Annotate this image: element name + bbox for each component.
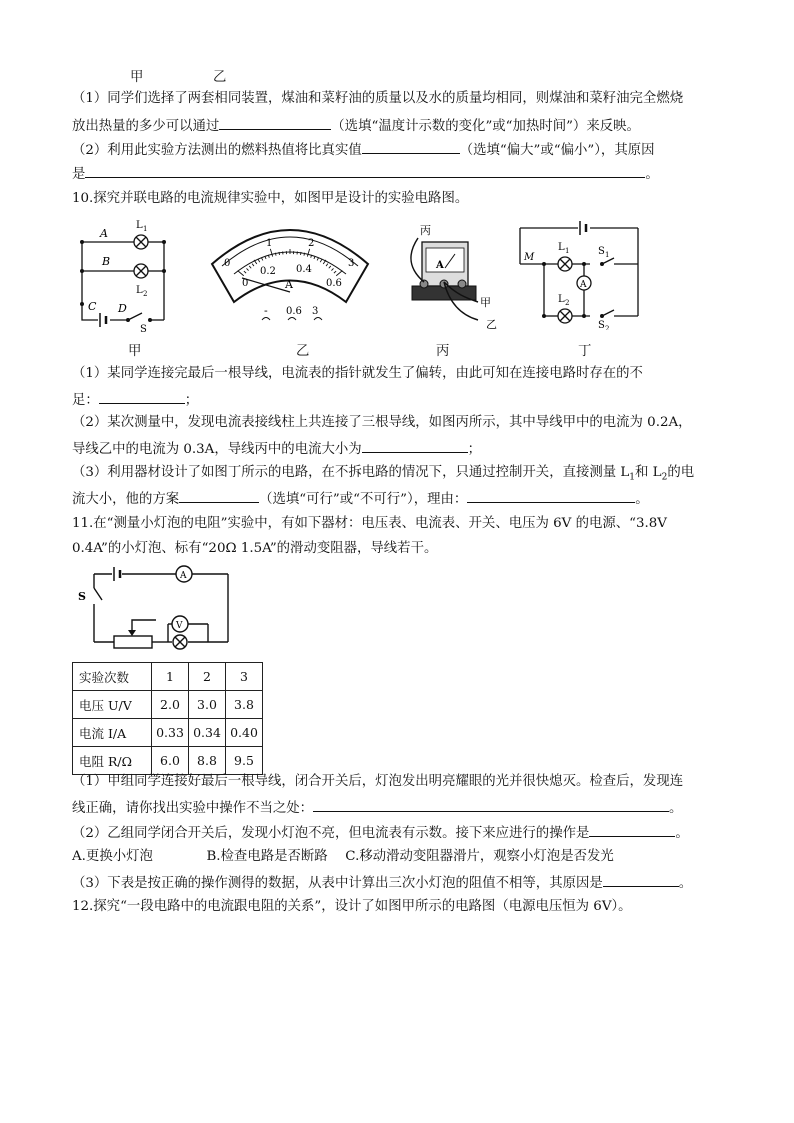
point-a-label: A <box>100 227 108 240</box>
q9-part1-line2: 放出热量的多少可以通过 （选填“温度计示数的变化”或“加热时间”）来反映。 <box>72 115 640 137</box>
measurement-table <box>72 662 263 775</box>
svg-text:1: 1 <box>565 247 570 255</box>
q10-stem: 10.探究并联电路的电流规律实验中，如图甲是设计的实验电路图。 <box>72 191 469 206</box>
q9-part2-line1: （2）利用此实验方法测出的燃料热值将比真实值 （选填“偏大”或“偏小”），其原因 <box>72 139 655 161</box>
top-scale-1: 1 <box>266 238 273 249</box>
table-row: 实验次数 1 2 3 <box>73 663 263 691</box>
caption-jia: 甲 <box>128 344 142 359</box>
bottom-scale-0: 0 <box>242 278 249 289</box>
q11-part1-line2: 线正确，请你找出实验中操作不当之处： 。 <box>72 797 682 819</box>
bottom-scale-06: 0.6 <box>326 278 342 289</box>
dial-tick <box>301 252 302 255</box>
answer-blank[interactable] <box>179 488 259 503</box>
lamp-l1-label: L <box>558 242 565 253</box>
top-scale-3: 3 <box>348 258 355 269</box>
table-row: 电流 I/A 0.33 0.34 0.40 <box>73 719 263 747</box>
answer-blank[interactable] <box>313 797 669 812</box>
wire-jia-label: 甲 <box>480 296 491 309</box>
lamp-l2-label: L <box>558 294 565 305</box>
svg-text:1: 1 <box>143 225 148 233</box>
top-scale-2: 2 <box>308 238 315 249</box>
q10-part1-line2: 足： ； <box>72 389 198 411</box>
bottom-scale-02: 0.2 <box>260 266 276 277</box>
bottom-scale-04: 0.4 <box>296 264 312 275</box>
switch-s-label: S <box>78 590 86 603</box>
answer-blank[interactable] <box>589 822 675 837</box>
terminal-minus-label: - <box>264 304 268 317</box>
answer-blank[interactable] <box>603 872 679 887</box>
point-b-label: B <box>102 255 111 268</box>
q11-options: A.更换小灯泡 B.检查电路是否断路 C.移动滑动变阻器滑片，观察小灯泡是否发光 <box>72 849 614 864</box>
terminal-06-label: 0.6 <box>286 306 302 317</box>
switch-s-label: S <box>140 324 147 334</box>
wire-bing-label: 丙 <box>420 224 431 237</box>
caption-bing: 丙 <box>436 344 450 359</box>
circuit-diagram-q11 <box>72 564 232 656</box>
figure-label-jia: 甲 <box>130 70 144 85</box>
unit-label: A <box>285 278 293 291</box>
terminal-3-label: 3 <box>312 306 319 317</box>
svg-text:1: 1 <box>605 251 610 259</box>
answer-blank[interactable] <box>85 163 645 178</box>
lamp-l2-label: L <box>136 285 143 296</box>
switch-s1-label: S <box>598 246 605 257</box>
answer-blank[interactable] <box>467 488 635 503</box>
caption-ding: 丁 <box>578 344 592 359</box>
answer-blank[interactable] <box>99 389 185 404</box>
q11-stem-line1: 11.在“测量小灯泡的电阻”实验中，有如下器材：电压表、电流表、开关、电压为 6V 的电源、“3.8V <box>72 516 667 531</box>
ammeter-dial-yi <box>208 214 372 326</box>
point-m-label: M <box>524 252 535 263</box>
q12-stem: 12.探究“一段电路中的电流跟电阻的关系”，设计了如图甲所示的电路图（电源电压恒为 6V）。 <box>72 899 632 914</box>
ammeter-a-label: A <box>180 571 187 581</box>
dial-tick <box>279 252 280 255</box>
table-row: 电阻 R/Ω 6.0 8.8 9.5 <box>73 747 263 775</box>
q11-part3-line1: （3）下表是按正确的操作测得的数据，从表中计算出三次小灯泡的阻值不相等，其原因是 。 <box>72 872 692 894</box>
table-row: 电压 U/V 2.0 3.0 3.8 <box>73 691 263 719</box>
voltmeter-v-label: V <box>176 621 183 631</box>
circuit-diagram-ding <box>514 218 650 330</box>
point-d-label: D <box>118 302 127 315</box>
figure-label-yi: 乙 <box>213 70 227 85</box>
answer-blank[interactable] <box>362 139 460 154</box>
circuit-diagram-jia <box>72 214 182 334</box>
q10-part3-line1: （3）利用器材设计了如图丁所示的电路，在不拆电路的情况下，只通过控制开关，直接测量 $L_1$和 $L_2$的电 <box>72 465 695 483</box>
ammeter-a-label: A <box>580 280 587 290</box>
q11-part2-line1: （2）乙组同学闭合开关后，发现小灯泡不亮，但电流表有示数。接下来应进行的操作是 。 <box>72 822 689 844</box>
q9-part2-line2: 是 。 <box>72 163 659 185</box>
svg-text:2: 2 <box>565 299 570 307</box>
answer-blank[interactable] <box>362 438 468 453</box>
q11-part1-line1: （1）甲组同学连接好最后一根导线，闭合开关后，灯泡发出明亮耀眼的光并很快熄灭。检查后，发现连 <box>72 774 684 789</box>
q10-part2-line1: （2）某次测量中，发现电流表接线柱上共连接了三根导线，如图丙所示，其中导线甲中的电流为 0.2A， <box>72 415 692 430</box>
q11-stem-line2: 0.4A”的小灯泡、标有“20Ω 1.5A”的滑动变阻器，导线若干。 <box>72 541 438 556</box>
lamp-l1-label: L <box>136 220 143 231</box>
q9-part1-line1: （1）同学们选择了两套相同装置，煤油和菜籽油的质量以及水的质量均相同，则煤油和菜籽油完全燃烧 <box>72 91 684 106</box>
meter-unit-label: A <box>436 260 444 271</box>
answer-blank[interactable] <box>219 115 331 130</box>
ammeter-photo-bing <box>400 220 500 332</box>
svg-text:2: 2 <box>605 325 610 330</box>
wire-yi-label: 乙 <box>486 318 497 331</box>
q10-part1-line1: （1）某同学连接完最后一根导线，电流表的指针就发生了偏转，由此可知在连接电路时存在的不 <box>72 366 643 381</box>
q10-part3-line2: 流大小，他的方案 （选填“可行”或“不可行”），理由： 。 <box>72 488 649 510</box>
switch-s2-label: S <box>598 320 605 330</box>
top-scale-0: 0 <box>224 258 231 269</box>
point-c-label: C <box>88 300 97 313</box>
svg-text:2: 2 <box>143 290 148 298</box>
caption-yi: 乙 <box>296 344 310 359</box>
q10-part2-line2: 导线乙中的电流为 0.3A，导线丙中的电流大小为 ； <box>72 438 481 460</box>
